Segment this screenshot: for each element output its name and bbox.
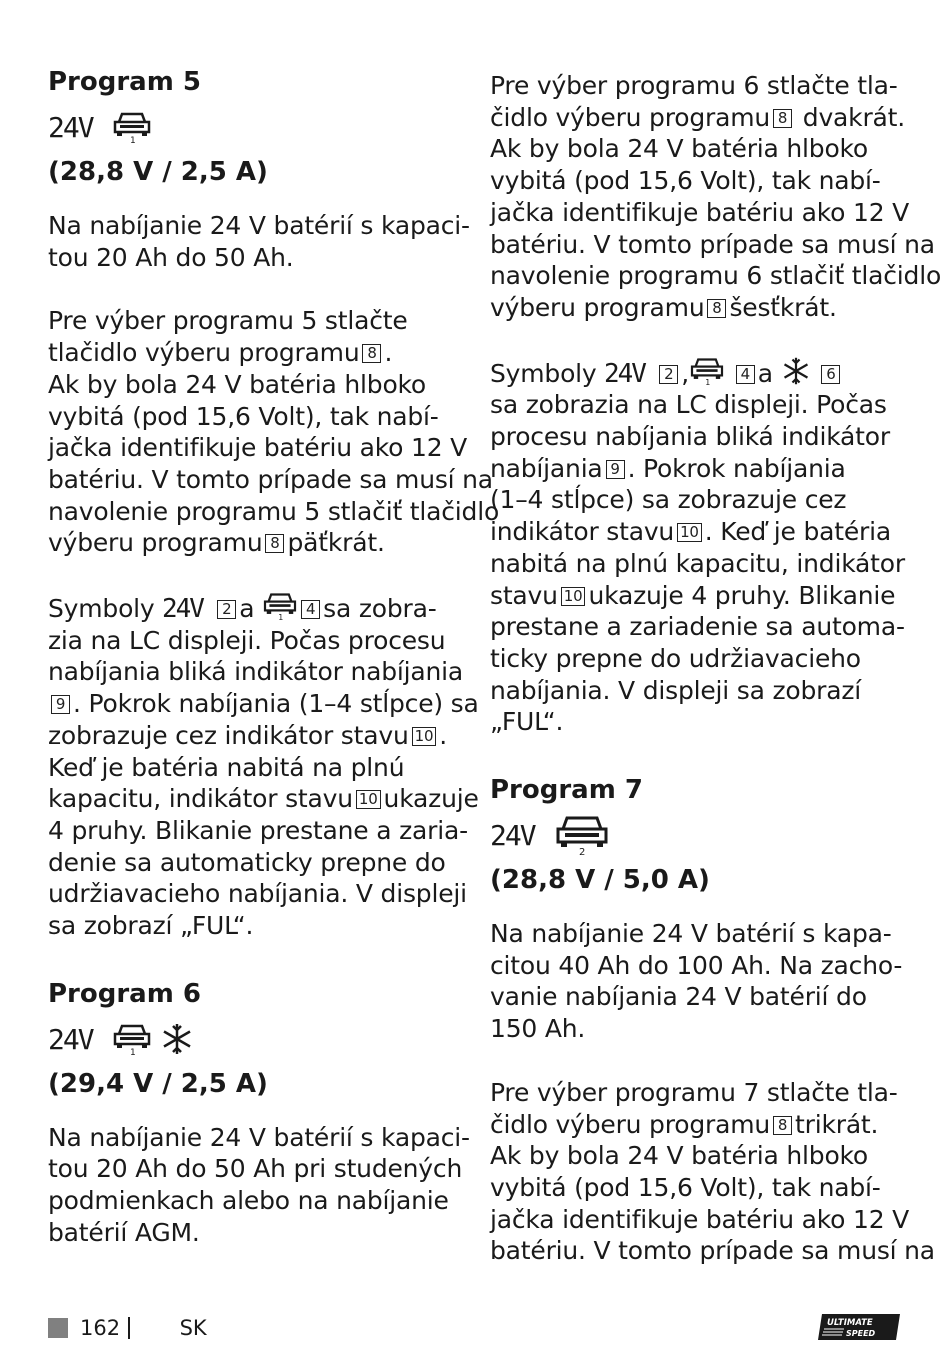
- text-line: batériu. V tomto prípade sa musí na: [48, 464, 493, 494]
- text-line: sa zobrazí „FUL“.: [48, 911, 254, 941]
- program-7-symbols: [490, 810, 910, 860]
- text-span: dvakrát.: [802, 102, 905, 132]
- ref-8-box: 8: [362, 344, 381, 363]
- text-span: .: [439, 720, 448, 750]
- footer-divider: [128, 1317, 130, 1339]
- voltage-program-5: (28,8 V / 2,5 A): [48, 157, 268, 187]
- ref-2-box: 2: [659, 365, 678, 384]
- car-icon-1: [689, 356, 725, 386]
- text-span: ,: [681, 358, 690, 388]
- text-line: Na nabíjanie 24 V batérií s kapaci-: [48, 1122, 470, 1152]
- text-span: nabíjania: [490, 453, 603, 483]
- text-span: Symboly: [490, 358, 597, 388]
- ref-10-box: 10: [677, 523, 702, 542]
- 24v-icon-text: 24V: [48, 113, 93, 141]
- text-line: vanie nabíjania 24 V batérií do: [490, 982, 867, 1012]
- 24v-icon: [162, 595, 214, 621]
- ref-9-box: 9: [606, 460, 625, 479]
- car-icon-1: [112, 1022, 152, 1056]
- text-line: [490, 356, 910, 390]
- 24v-icon-text: 24V: [490, 821, 535, 850]
- ref-10-box: 10: [356, 790, 381, 809]
- text-line: prestane a zariadenie sa automa-: [490, 612, 905, 642]
- text-span: indikátor stavu: [490, 517, 675, 547]
- text-line: [48, 783, 479, 815]
- text-line: batériu. V tomto prípade sa musí na: [490, 1236, 935, 1266]
- text-line: [490, 453, 910, 485]
- text-line: jačka identifikuje batériu ako 12 V: [490, 1204, 910, 1234]
- text-line: [48, 337, 468, 369]
- text-line: Na nabíjanie 24 V batérií s kapaci-: [48, 211, 470, 240]
- car-icon-2: [554, 814, 610, 856]
- ref-8-box: 8: [773, 1116, 792, 1135]
- right-column: [490, 70, 942, 1267]
- text-line: nabíjania. V displeji sa zobrazí: [490, 675, 862, 705]
- 24v-icon: [490, 821, 546, 849]
- text-line: zia na LC displeji. Počas procesu: [48, 625, 446, 655]
- car-index-label: 1: [278, 613, 284, 622]
- text-span: tlačidlo výberu programu: [48, 338, 360, 368]
- voltage-program-7: (28,8 V / 5,0 A): [490, 865, 710, 896]
- car-icon-1: [262, 591, 298, 621]
- ref-4-box: 4: [301, 600, 320, 619]
- text-line: denie sa automaticky prepne do: [48, 847, 446, 877]
- text-line: Ak by bola 24 V batéria hlboko: [490, 1141, 869, 1171]
- text-line: 4 pruhy. Blikanie prestane a zaria-: [48, 815, 468, 845]
- text-line: ticky prepne do udržiavacieho: [490, 643, 861, 673]
- text-span: . Keď je batéria: [704, 517, 891, 547]
- page-marker-square: [48, 1318, 68, 1338]
- car-index-label: 1: [130, 136, 136, 144]
- text-line: 150 Ah.: [490, 1014, 586, 1044]
- 24v-icon-text: 24V: [162, 595, 204, 622]
- 24v-icon: [604, 360, 656, 386]
- text-line: batérií AGM.: [48, 1217, 200, 1247]
- voltage-program-6: (29,4 V / 2,5 A): [48, 1068, 268, 1099]
- car-index-label: 2: [579, 847, 586, 857]
- car-index-label: 1: [705, 377, 711, 386]
- ref-4-box: 4: [736, 365, 755, 384]
- text-span: zobrazuje cez indikátor stavu: [48, 720, 409, 750]
- text-line: citou 40 Ah do 100 Ah. Na zacho-: [490, 950, 903, 980]
- ref-8-box: 8: [773, 109, 792, 128]
- text-span: päťkrát.: [287, 528, 385, 558]
- text-line: vybitá (pod 15,6 Volt), tak nabí-: [48, 401, 439, 431]
- ref-2-box: 2: [217, 600, 236, 619]
- text-line: [490, 1109, 910, 1141]
- text-span: ukazuje: [383, 784, 479, 814]
- text-line: [490, 102, 910, 134]
- text-line: [48, 688, 479, 720]
- ref-10-box: 10: [561, 587, 586, 606]
- text-line: podmienkach alebo na nabíjanie: [48, 1186, 449, 1216]
- text-line: nabitá na plnú kapacitu, indikátor: [490, 548, 905, 578]
- text-line: Pre výber programu 5 stlačte: [48, 306, 408, 336]
- page-footer: [48, 1316, 207, 1340]
- language-code: SK: [179, 1316, 207, 1340]
- heading-program-6: Program 6: [48, 978, 201, 1009]
- text-span: šesťkrát.: [729, 292, 837, 322]
- heading-program-5: Program 5: [48, 67, 201, 97]
- text-line: [48, 591, 468, 625]
- text-span: trikrát.: [795, 1109, 879, 1139]
- text-line: vybitá (pod 15,6 Volt), tak nabí-: [490, 166, 881, 196]
- text-span: Symboly: [48, 594, 155, 624]
- ultimate-speed-logo: [818, 1314, 900, 1340]
- text-line: jačka identifikuje batériu ako 12 V: [48, 433, 468, 463]
- text-span: kapacitu, indikátor stavu: [48, 784, 353, 814]
- text-line: sa zobrazia na LC displeji. Počas: [490, 390, 887, 420]
- ref-8-box: 8: [707, 299, 726, 318]
- program-6-symbols: [48, 1014, 468, 1064]
- text-line: Keď je batéria nabitá na plnú: [48, 752, 405, 782]
- text-line: [48, 720, 468, 752]
- text-line: Ak by bola 24 V batéria hlboko: [490, 134, 869, 164]
- left-column: [48, 62, 500, 1249]
- car-index-label: 1: [130, 1047, 136, 1056]
- text-line: [490, 516, 910, 548]
- snowflake-icon: [781, 356, 811, 386]
- text-line: batériu. V tomto prípade sa musí na: [490, 229, 935, 259]
- 24v-icon-text: 24V: [48, 1024, 93, 1053]
- 24v-icon: [48, 1025, 104, 1053]
- text-line: tou 20 Ah do 50 Ah pri studených: [48, 1154, 463, 1184]
- text-span: čidlo výberu programu: [490, 102, 771, 132]
- text-line: navolenie programu 6 stlačiť tlačidlo: [490, 261, 942, 291]
- text-line: (1–4 stĺpce) sa zobrazuje cez: [490, 485, 847, 515]
- text-span: ukazuje 4 pruhy. Blikanie: [588, 580, 896, 610]
- ref-9-box: 9: [51, 695, 70, 714]
- text-line: vybitá (pod 15,6 Volt), tak nabí-: [490, 1172, 881, 1202]
- logo-text-bottom: SPEED: [846, 1329, 876, 1338]
- text-line: Pre výber programu 7 stlačte tla-: [490, 1077, 898, 1107]
- text-line: nabíjania bliká indikátor nabíjania: [48, 657, 464, 687]
- text-span: . Pokrok nabíjania: [627, 453, 846, 483]
- text-line: „FUL“.: [490, 707, 564, 737]
- text-span: a: [239, 594, 255, 624]
- logo-text-top: ULTIMATE: [827, 1318, 873, 1328]
- text-span: čidlo výberu programu: [490, 1109, 771, 1139]
- text-line: udržiavacieho nabíjania. V displeji: [48, 879, 467, 909]
- text-line: Na nabíjanie 24 V batérií s kapa-: [490, 919, 892, 949]
- 24v-icon: [48, 113, 104, 141]
- text-line: jačka identifikuje batériu ako 12 V: [490, 197, 910, 227]
- text-span: . Pokrok nabíjania (1–4 stĺpce) sa: [73, 689, 479, 719]
- ref-10-box: 10: [412, 727, 437, 746]
- page-number: 162: [80, 1316, 121, 1340]
- program-5-symbols: [48, 102, 468, 152]
- text-line: procesu nabíjania bliká indikátor: [490, 422, 890, 452]
- 24v-icon-text: 24V: [604, 359, 646, 386]
- text-line: Ak by bola 24 V batéria hlboko: [48, 369, 427, 399]
- car-icon-1: [112, 110, 152, 144]
- heading-program-7: Program 7: [490, 775, 643, 806]
- ref-8-box: 8: [265, 534, 284, 553]
- text-span: výberu programu: [490, 292, 705, 322]
- text-line: tou 20 Ah do 50 Ah.: [48, 242, 294, 272]
- text-line: navolenie programu 5 stlačiť tlačidlo: [48, 496, 500, 526]
- text-span: stavu: [490, 580, 558, 610]
- text-span: výberu programu: [48, 528, 263, 558]
- text-line: [48, 527, 468, 559]
- text-span: sa zobra-: [323, 594, 437, 624]
- snowflake-icon: [160, 1022, 194, 1056]
- text-span: a: [757, 358, 773, 388]
- ref-6-box: 6: [821, 365, 840, 384]
- text-line: [490, 580, 910, 612]
- text-span: .: [384, 338, 393, 368]
- text-line: Pre výber programu 6 stlačte tla-: [490, 71, 898, 100]
- text-line: [490, 292, 910, 324]
